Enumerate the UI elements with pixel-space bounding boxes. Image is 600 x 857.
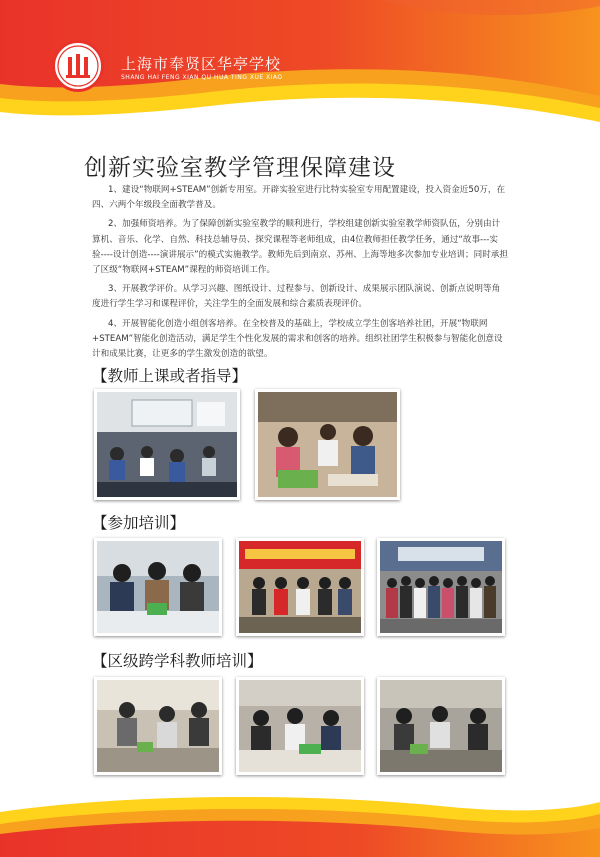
photo-training-1-image xyxy=(97,541,219,633)
photo-training-2-image xyxy=(239,541,361,633)
photo-classroom-image xyxy=(97,392,237,497)
photo-district-3 xyxy=(377,677,505,775)
school-name: 上海市奉贤区华亭学校 xyxy=(121,55,282,73)
photo-district-3-image xyxy=(380,680,502,772)
school-pinyin: SHANG HAI FENG XIAN QU HUA TING XUE XIAO xyxy=(121,74,283,81)
paragraph-4: 4、开展智能化创造小组创客培养。在全校普及的基础上，学校成立学生创客培养社团，开展“物联网+STEAM”智能化创造活动，满足学生个性化发展的需求和创客的培养。组织社团学生积极参与智能化创意设计和成果比赛，让更多的学生激发创造的欲望。 xyxy=(92,318,503,360)
school-logo-icon xyxy=(55,43,101,89)
footer-banner xyxy=(0,772,600,857)
photo-training-1 xyxy=(94,538,222,636)
page-title: 创新实验室教学管理保障建设 xyxy=(84,155,396,181)
body-text xyxy=(92,183,508,366)
paragraph-2: 2、加强师资培养。为了保障创新实验室教学的顺利进行，学校组建创新实验室教学师资队伍，分别由计算机、音乐、化学、自然、科技总辅导员、探究课程等老师组成，由4位教师担任教学任务，通过“故事---实验----设计创造----演讲展示”的模式实施教学。教师先后到南京、苏州、上海等地多次参加专业培训；同时承担了区级“物联网+STEAM”课程的师资培训工作。 xyxy=(92,219,508,276)
section-title-district-training: 【区级跨学科教师培训】 xyxy=(92,652,263,670)
photo-training-3 xyxy=(377,538,505,636)
photo-district-2 xyxy=(236,677,364,775)
photo-training-3-image xyxy=(380,541,502,633)
paragraph-3: 3、开展教学评价。从学习兴趣、图纸设计、过程参与、创新设计、成果展示团队演说、创新点说明等角度进行学生学习和课程评价，关注学生的全面发展和综合素质表现评价。 xyxy=(92,284,501,310)
paragraph-1: 1、建设“物联网+STEAM”创新专用室。开辟实验室进行比特实验室专用配置建设，投入资金近50万，在四、六两个年级段全面教学普及。 xyxy=(92,185,506,211)
school-logo xyxy=(52,40,104,92)
photo-district-2-image xyxy=(239,680,361,772)
photo-training-2 xyxy=(236,538,364,636)
photo-district-1-image xyxy=(97,680,219,772)
photo-district-1 xyxy=(94,677,222,775)
section-title-teaching: 【教师上课或者指导】 xyxy=(92,367,248,385)
section-title-training: 【参加培训】 xyxy=(92,514,186,532)
photo-students-lab xyxy=(255,389,400,500)
photo-classroom xyxy=(94,389,240,500)
photo-students-lab-image xyxy=(258,392,397,497)
